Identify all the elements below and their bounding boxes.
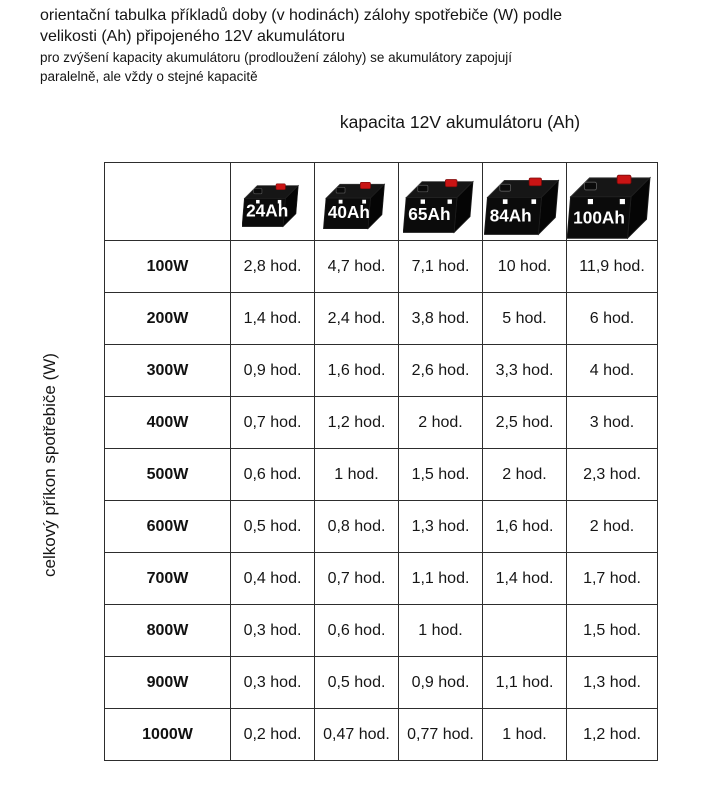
- backup-time-cell: 0,3 hod.: [231, 657, 315, 709]
- backup-time-cell: 1,1 hod.: [483, 657, 567, 709]
- backup-time-cell: 3,8 hod.: [399, 293, 483, 345]
- backup-time-cell: 0,6 hod.: [231, 449, 315, 501]
- subtitle-line-2: paralelně, ale vždy o stejné kapacitě: [40, 69, 258, 84]
- backup-time-cell: 2,6 hod.: [399, 345, 483, 397]
- backup-time-cell: 1,6 hod.: [483, 501, 567, 553]
- row-axis-title: celkový příkon spotřebiče (W): [40, 352, 59, 577]
- backup-time-cell: [483, 605, 567, 657]
- backup-time-cell: 1,5 hod.: [399, 449, 483, 501]
- backup-time-cell: 0,8 hod.: [315, 501, 399, 553]
- backup-time-cell: 1,6 hod.: [315, 345, 399, 397]
- backup-time-cell: 0,6 hod.: [315, 605, 399, 657]
- backup-time-cell: 3 hod.: [567, 397, 658, 449]
- backup-time-cell: 0,77 hod.: [399, 709, 483, 761]
- svg-text:24Ah: 24Ah: [246, 200, 289, 221]
- page-title: [40, 5, 562, 47]
- table-row: [105, 293, 658, 345]
- row-header-cell: 200W: [105, 293, 231, 345]
- backup-time-cell: 1,1 hod.: [399, 553, 483, 605]
- row-header-cell: 800W: [105, 605, 231, 657]
- battery-header-row: [105, 163, 658, 241]
- backup-time-cell: 11,9 hod.: [567, 241, 658, 293]
- backup-time-cell: 0,4 hod.: [231, 553, 315, 605]
- row-header-cell: 600W: [105, 501, 231, 553]
- backup-time-cell: 2,4 hod.: [315, 293, 399, 345]
- table-row: [105, 657, 658, 709]
- battery-icon: [403, 170, 479, 234]
- backup-time-table: [104, 162, 658, 761]
- corner-cell: [105, 163, 231, 241]
- battery-header-cell: [315, 163, 399, 241]
- svg-text:40Ah: 40Ah: [327, 201, 370, 222]
- battery-icon: [567, 164, 657, 240]
- row-header-cell: 300W: [105, 345, 231, 397]
- battery-header-cell: [399, 163, 483, 241]
- backup-time-cell: 1,2 hod.: [315, 397, 399, 449]
- table-row: [105, 449, 658, 501]
- backup-time-cell: 1 hod.: [399, 605, 483, 657]
- backup-time-cell: 4,7 hod.: [315, 241, 399, 293]
- backup-time-cell: 2,5 hod.: [483, 397, 567, 449]
- backup-time-cell: 1,7 hod.: [567, 553, 658, 605]
- svg-text:65Ah: 65Ah: [407, 203, 451, 224]
- backup-time-cell: 2 hod.: [399, 397, 483, 449]
- backup-time-cell: 1 hod.: [315, 449, 399, 501]
- battery-header-cell: [231, 163, 315, 241]
- backup-time-cell: 0,7 hod.: [315, 553, 399, 605]
- svg-text:100Ah: 100Ah: [573, 207, 625, 228]
- table-row: [105, 501, 658, 553]
- column-axis-title: kapacita 12V akumulátoru (Ah): [339, 112, 581, 132]
- backup-time-cell: 0,7 hod.: [231, 397, 315, 449]
- backup-time-cell: 2 hod.: [567, 501, 658, 553]
- battery-icon: [242, 176, 303, 228]
- backup-time-cell: 1,2 hod.: [567, 709, 658, 761]
- backup-time-cell: 1,4 hod.: [483, 553, 567, 605]
- backup-time-cell: 1,3 hod.: [567, 657, 658, 709]
- svg-text:84Ah: 84Ah: [489, 204, 532, 225]
- backup-time-cell: 1,5 hod.: [567, 605, 658, 657]
- backup-time-cell: 7,1 hod.: [399, 241, 483, 293]
- backup-time-cell: 0,2 hod.: [231, 709, 315, 761]
- table-row: [105, 345, 658, 397]
- backup-time-cell: 0,3 hod.: [231, 605, 315, 657]
- backup-time-cell: 1 hod.: [483, 709, 567, 761]
- backup-time-cell: 1,4 hod.: [231, 293, 315, 345]
- title-line-2: velikosti (Ah) připojeného 12V akumulátoru: [40, 28, 346, 45]
- backup-time-cell: 6 hod.: [567, 293, 658, 345]
- row-axis-title-wrap: [26, 162, 74, 767]
- backup-time-cell: 2 hod.: [483, 449, 567, 501]
- backup-time-cell: 5 hod.: [483, 293, 567, 345]
- backup-time-cell: 3,3 hod.: [483, 345, 567, 397]
- backup-time-cell: 1,3 hod.: [399, 501, 483, 553]
- battery-header-cell: [567, 163, 658, 241]
- backup-time-cell: 0,5 hod.: [231, 501, 315, 553]
- title-line-1: orientační tabulka příkladů doby (v hodinách) zálohy spotřebiče (W) podle: [40, 7, 563, 24]
- subtitle-line-1: pro zvýšení kapacity akumulátoru (prodloužení zálohy) se akumulátory zapojují: [40, 50, 512, 65]
- row-header-cell: 100W: [105, 241, 231, 293]
- table-row: [105, 605, 658, 657]
- table-row: [105, 709, 658, 761]
- backup-time-cell: 0,9 hod.: [231, 345, 315, 397]
- backup-time-cell: 2,3 hod.: [567, 449, 658, 501]
- battery-header-cell: [483, 163, 567, 241]
- row-header-cell: 900W: [105, 657, 231, 709]
- battery-icon: [323, 174, 390, 230]
- table-row: [105, 241, 658, 293]
- page-subtitle: [40, 48, 512, 86]
- battery-icon: [484, 168, 565, 236]
- table-row: [105, 553, 658, 605]
- row-header-cell: 500W: [105, 449, 231, 501]
- backup-time-cell: 0,9 hod.: [399, 657, 483, 709]
- backup-time-cell: 4 hod.: [567, 345, 658, 397]
- row-header-cell: 1000W: [105, 709, 231, 761]
- backup-time-cell: 0,47 hod.: [315, 709, 399, 761]
- row-header-cell: 400W: [105, 397, 231, 449]
- backup-time-cell: 0,5 hod.: [315, 657, 399, 709]
- table-row: [105, 397, 658, 449]
- backup-time-cell: 2,8 hod.: [231, 241, 315, 293]
- backup-time-cell: 10 hod.: [483, 241, 567, 293]
- row-header-cell: 700W: [105, 553, 231, 605]
